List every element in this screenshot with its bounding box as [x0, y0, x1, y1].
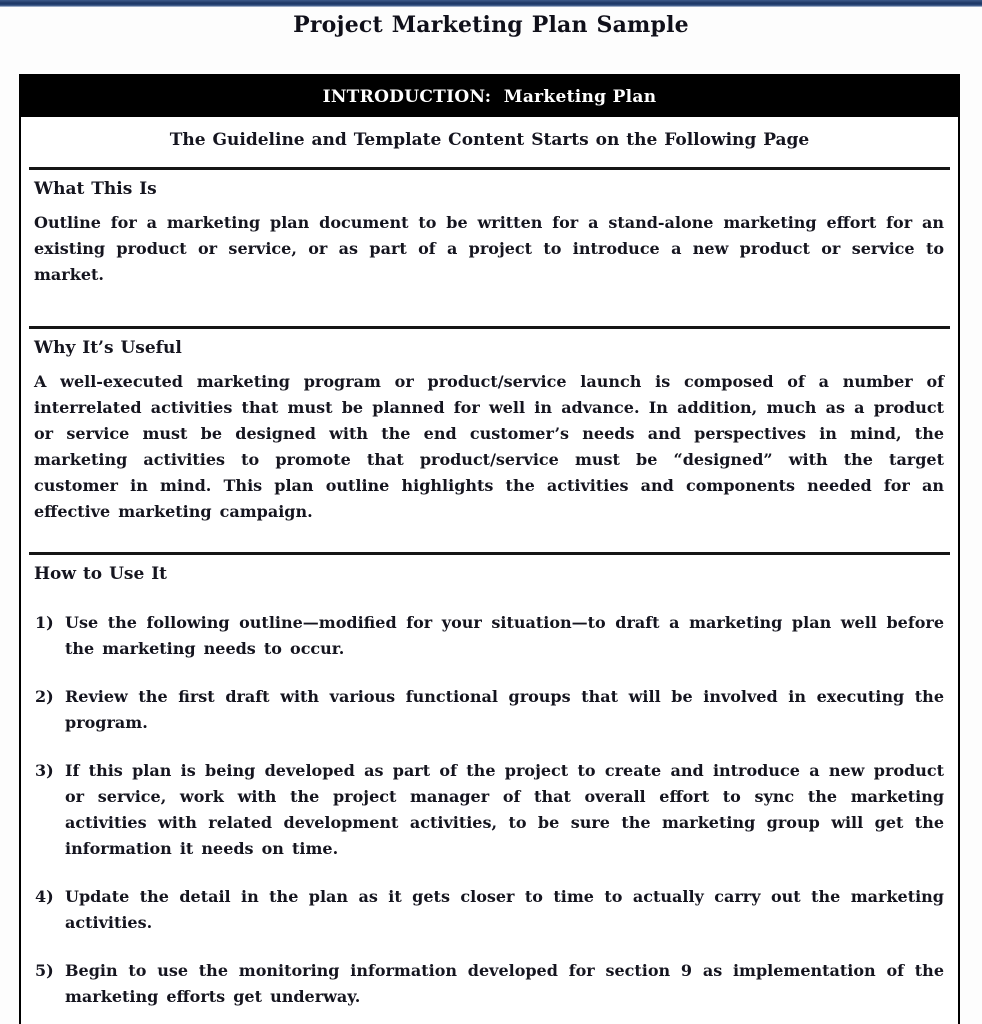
section-how-to-use-it — [21, 564, 958, 1010]
list-item — [35, 958, 944, 1010]
section-what-this-is — [21, 179, 958, 288]
document-box — [19, 74, 960, 1024]
list-item — [35, 684, 944, 736]
list-item — [35, 610, 944, 662]
section-why-its-useful — [21, 338, 958, 525]
list-item-text: Begin to use the monitoring information developed for section 9 as implementation of the marketing efforts get underway. — [65, 961, 944, 1006]
section-body: Outline for a marketing plan document to be written for a stand-alone marketing effort for an existing product or service, or as part of a project to introduce a new product or service to market. — [34, 213, 944, 284]
list-item-text: Review the first draft with various functional groups that will be involved in executing the program. — [65, 687, 944, 732]
list-item-text: Update the detail in the plan as it gets closer to time to actually carry out the marketing activities. — [65, 887, 944, 932]
list-item-marker: 1) — [35, 613, 54, 632]
section-heading: What This Is — [34, 179, 157, 199]
list-item-text: Use the following outline—modified for your situation—to draft a marketing plan well before the marketing needs to occur. — [65, 613, 944, 658]
section-divider — [29, 552, 950, 555]
list-item-marker: 3) — [35, 761, 54, 780]
section-divider — [29, 167, 950, 170]
section-heading: How to Use It — [34, 564, 167, 584]
list-item-text: If this plan is being developed as part of the project to create and introduce a new product or service, work with the project manager of that overall effort to sync the marketing activities with related development activities, to be sure the marketing group will get the information it needs on time. — [65, 761, 944, 858]
list-item — [35, 884, 944, 936]
list-item-marker: 2) — [35, 687, 54, 706]
section-heading: Why It’s Useful — [34, 338, 182, 358]
introduction-banner: INTRODUCTION: Marketing Plan — [21, 76, 958, 117]
list-item-marker: 5) — [35, 961, 54, 980]
list-item-marker: 4) — [35, 887, 54, 906]
section-divider — [29, 326, 950, 329]
list-item — [35, 758, 944, 862]
section-body: A well-executed marketing program or product/service launch is composed of a number of interrelated activities that must be planned for well in advance. In addition, much as a product or service must be designed with the end customer’s needs and perspectives in mind, the marketing activities to promote that product/service must be “designed” with the target customer in mind. This plan outline highlights the activities and components needed for an effective marketing campaign. — [34, 372, 944, 521]
top-accent-bar — [0, 0, 982, 7]
page-title: Project Marketing Plan Sample — [293, 12, 689, 38]
how-to-list — [35, 610, 944, 1010]
guideline-subtitle: The Guideline and Template Content Starts on the Following Page — [169, 130, 810, 150]
